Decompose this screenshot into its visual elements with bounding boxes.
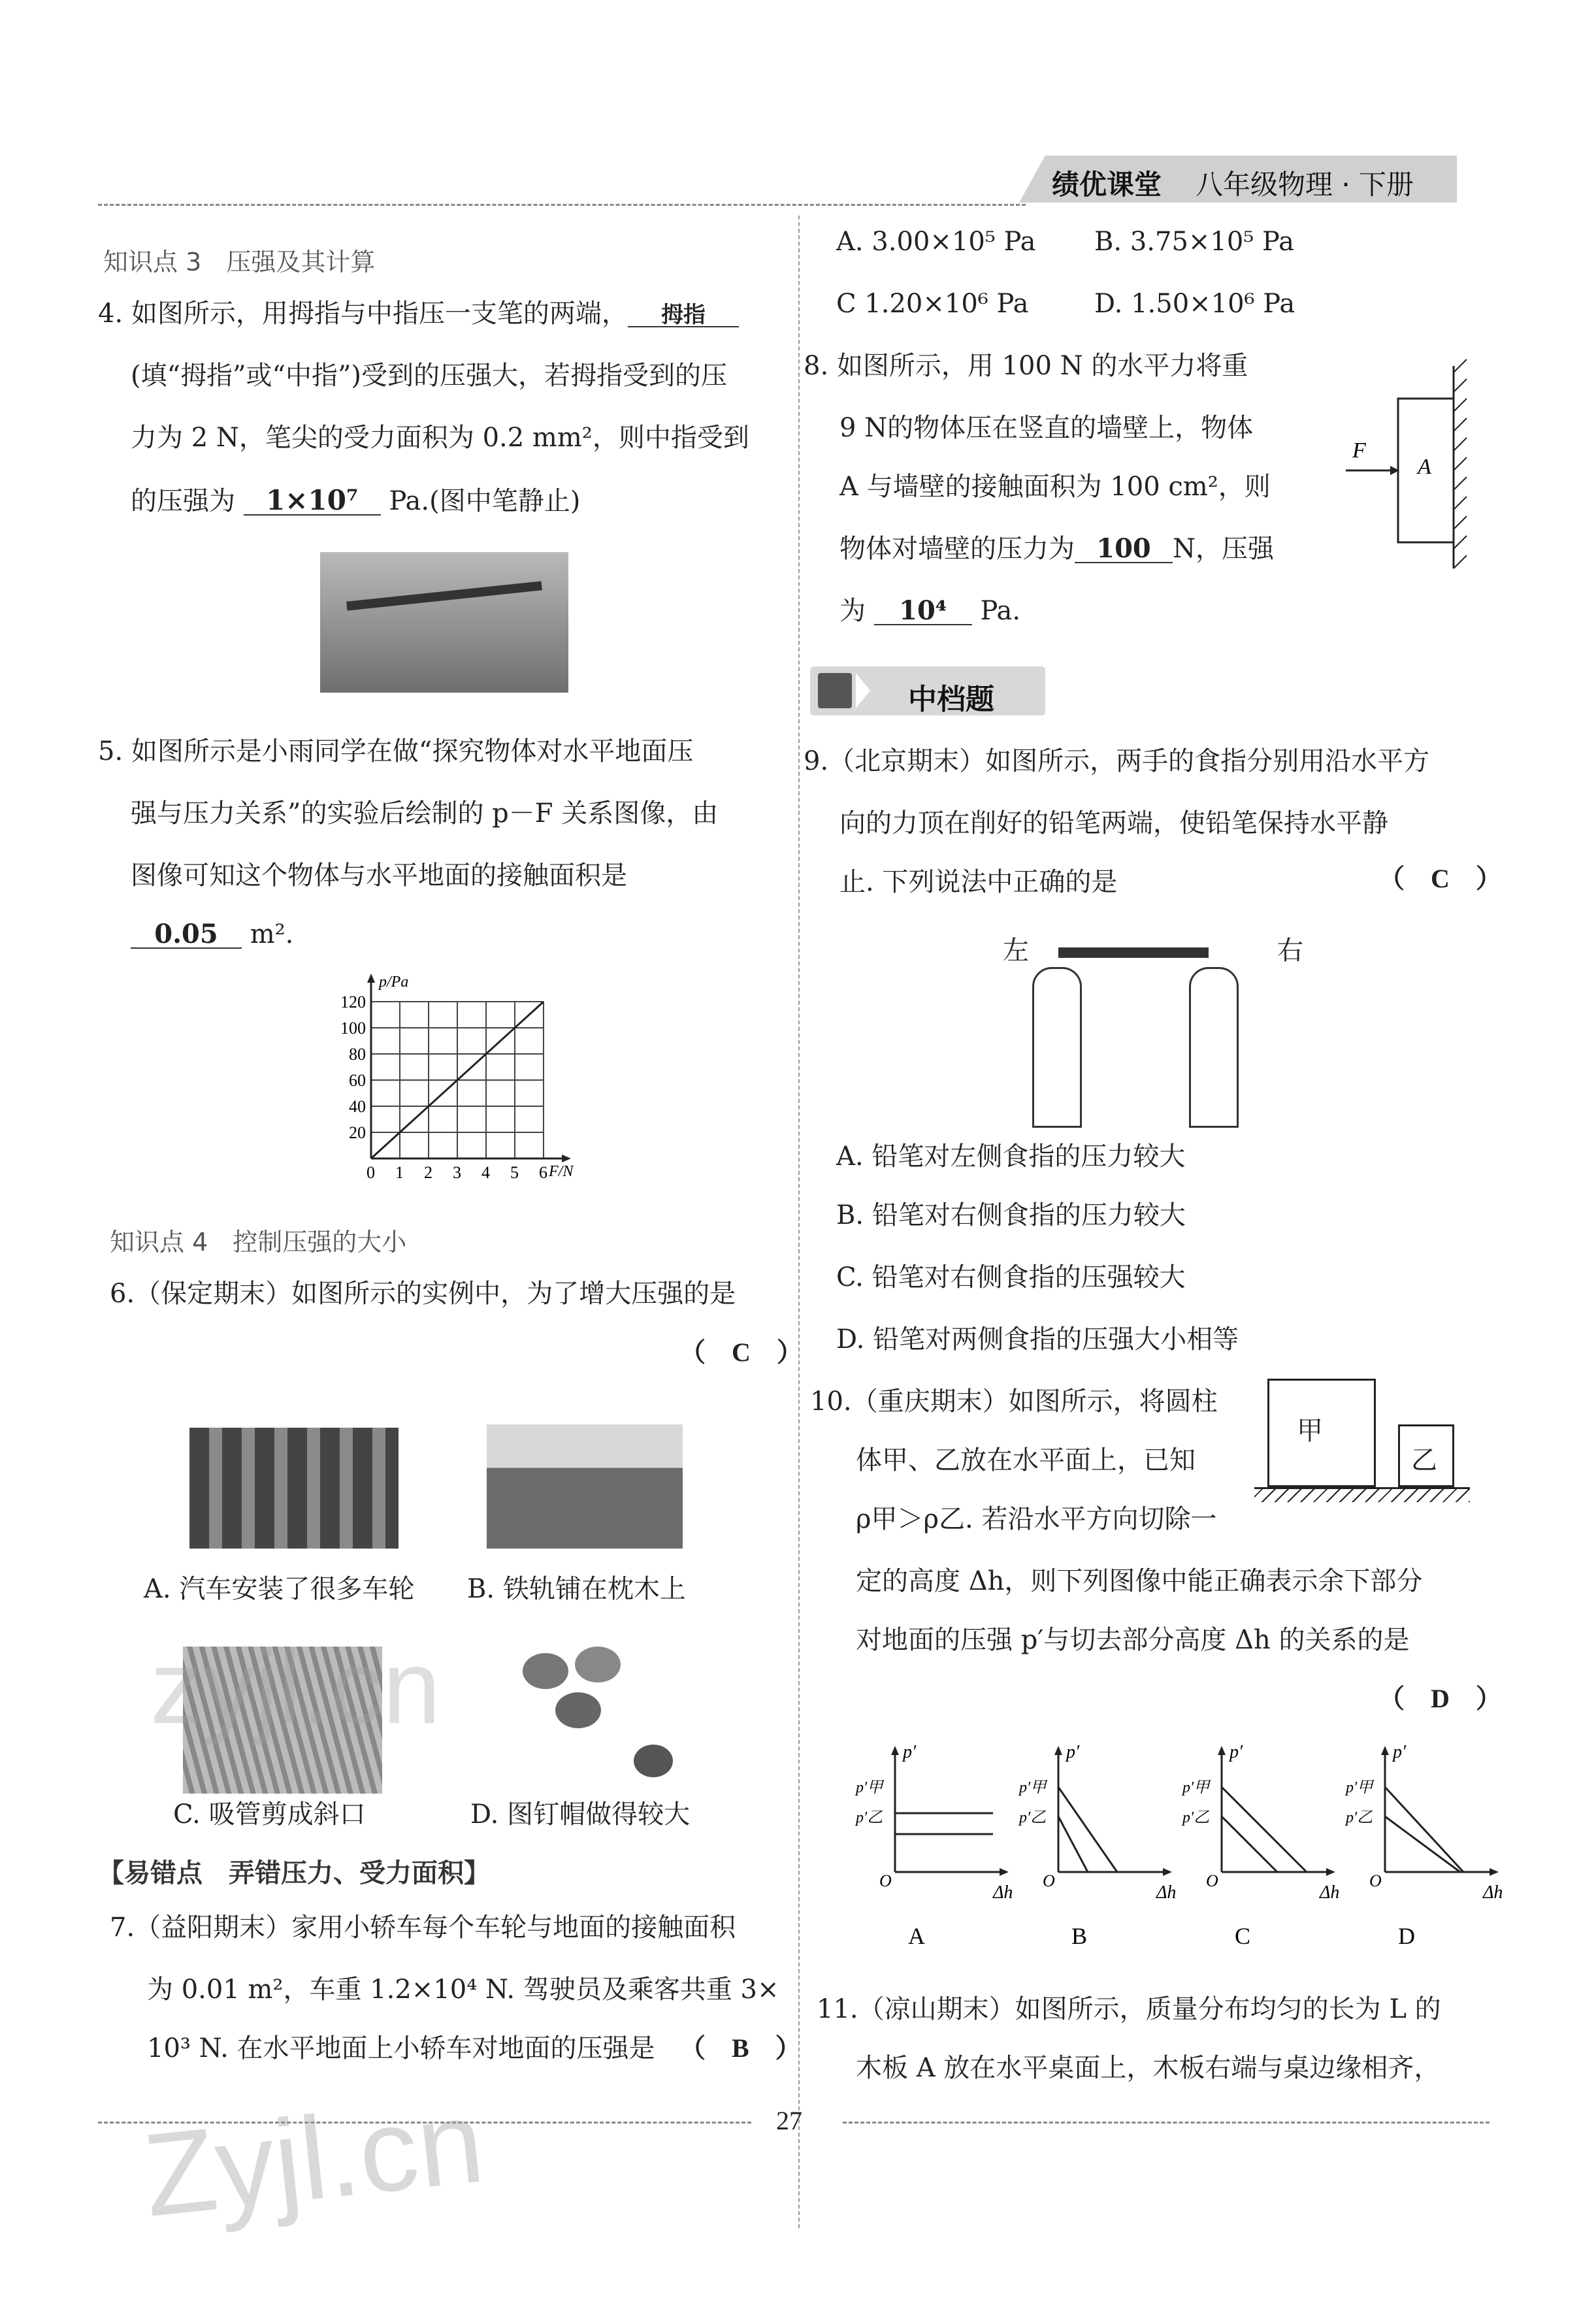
q10-graphs [849,1738,1503,1960]
section-icon [818,673,852,708]
q10-graph-label: A [908,1923,925,1949]
q5-pf-chart [327,974,588,1196]
q10-graph-line [1385,1787,1463,1872]
q10-graph-p2: p′乙 [1019,1809,1047,1826]
pf-ytick: 40 [349,1097,366,1116]
q10-graph-origin: O [879,1871,892,1890]
footer-dashline-right [843,2122,1490,2124]
q9-line3: 止. 下列说法中正确的是 [839,867,1118,897]
pf-xtick: 3 [453,1163,461,1182]
q5-line3: 图像可知这个物体与水平地面的接触面积是 [131,861,627,891]
pf-ytick: 80 [349,1045,366,1064]
q11-line2: 木板 A 放在水平桌面上，木板右端与桌边缘相齐， [856,2053,1441,2083]
q4-hand-photo [320,552,568,693]
section-icon-arrow [856,673,870,708]
q10-graph-x-arrow [1326,1868,1335,1876]
q8-label-f: F [1352,438,1366,463]
q5-answer: 0.05 [131,921,242,949]
q10-graph-ylabel: p′ [903,1742,917,1762]
q10-graph-line [1058,1787,1117,1872]
q6-answer: （ C ） [679,1338,803,1367]
q9-line1: 9.（北京期末）如图所示，两手的食指分别用沿水平方 [804,746,1430,776]
q10-graph-ylabel: p′ [1393,1742,1407,1762]
q9-option-b: B. 铅笔对右侧食指的压力较大 [836,1200,1186,1230]
q8-line5: 为 10⁴ Pa. [839,595,1021,626]
q10-graph-y-arrow [891,1746,899,1755]
q10-graph-xlabel: Δh [1483,1882,1503,1903]
pf-xlabel: F/N [549,1163,574,1180]
q10-graph-p1: p′甲 [1019,1779,1047,1796]
pf-ytick: 20 [349,1123,366,1142]
q10-graph-x-arrow [1163,1868,1172,1876]
watermark-bottom: Zyjl.cn [137,2075,490,2242]
q10-graph-p2: p′乙 [1346,1809,1373,1826]
header-series: 绩优课堂 [1052,169,1162,201]
q8-line2: 9 N的物体压在竖直的墙壁上，物体 [839,413,1254,443]
q10-graph-x-arrow [1490,1868,1499,1876]
q10-line5: 对地面的压强 p′与切去部分高度 Δh 的关系的是 [856,1625,1410,1655]
pf-xtick: 2 [424,1163,432,1182]
q10-graph-line [1222,1816,1277,1872]
q10-graph-origin: O [1369,1871,1382,1890]
pf-xtick: 0 [366,1163,375,1182]
pf-ylabel: p/Pa [379,974,409,991]
q10-graph-label: C [1235,1923,1251,1949]
q8-line4: 物体对墙壁的压力为 100 N，压强 [839,533,1274,564]
q10-line2: 体甲、乙放在水平面上，已知 [856,1445,1196,1475]
q10-label-yi: 乙 [1411,1445,1437,1475]
q9-label-left: 左 [1003,936,1029,966]
q9-pencil [1058,947,1209,958]
q4-line3: 力为 2 N，笔尖的受力面积为 0.2 mm²，则中指受到 [131,423,749,453]
q6-caption-a: A. 汽车安装了很多车轮 [144,1574,415,1604]
q7-answer: （ B ） [679,2033,802,2063]
pf-xtick: 5 [510,1163,519,1182]
q7-option-c: C 1.20×10⁶ Pa [836,289,1029,319]
q8-line1: 8. 如图所示，用 100 N 的水平力将重 [804,351,1248,381]
section-banner [810,666,1045,715]
q10-graph-y-arrow [1381,1746,1389,1755]
q9-option-d: D. 铅笔对两侧食指的压强大小相等 [836,1324,1239,1355]
q6-photo-wheels [189,1428,399,1549]
q8-line3: A 与墙壁的接触面积为 100 cm²，则 [839,472,1271,502]
pf-xtick: 1 [395,1163,404,1182]
q10-answer: （ D ） [1378,1684,1502,1713]
q4-line1: 4. 如图所示，用拇指与中指压一支笔的两端， 拇指 [98,301,739,327]
q4-line2: (填“拇指”或“中指”)受到的压强大，若拇指受到的压 [131,361,728,391]
q7-option-d: D. 1.50×10⁶ Pa [1094,289,1295,319]
q9-label-right: 右 [1277,936,1303,966]
q10-graphs-svg [849,1738,1503,1960]
q7-line3: 10³ N. 在水平地面上小轿车对地面的压强是 [147,2033,655,2063]
q9-pencil-figure [993,928,1280,1137]
q10-label-jia: 甲 [1297,1416,1323,1446]
q11-line1: 11.（凉山期末）如图所示，质量分布均匀的长为 L 的 [817,1994,1441,2024]
kp3-title: 知识点 3 压强及其计算 [103,248,376,276]
page-number: 27 [776,2106,802,2135]
q10-graph-y-arrow [1054,1746,1062,1755]
q10-graph-label: D [1398,1923,1415,1949]
q10-graph-ylabel: p′ [1230,1742,1243,1762]
q9-option-c: C. 铅笔对右侧食指的压强较大 [836,1262,1186,1292]
q10-graph-ylabel: p′ [1066,1742,1080,1762]
pf-y-arrow [367,974,375,983]
q5-line4: 0.05 m². [131,921,293,949]
q10-line3: ρ甲＞ρ乙. 若沿水平方向切除一 [856,1504,1217,1534]
watermark-mid: zyjl.cn [150,1628,441,1745]
q10-graph-line [1385,1816,1460,1872]
q10-graph-origin: O [1206,1871,1218,1890]
q8-answer1: 100 [1075,536,1173,563]
header-tab [1019,156,1045,203]
q7-option-a: A. 3.00×10⁵ Pa [836,227,1036,257]
pf-ytick: 60 [349,1071,366,1090]
q6-caption-c: C. 吸管剪成斜口 [173,1799,366,1830]
q6-caption-d: D. 图钉帽做得较大 [470,1799,691,1830]
q10-graph-xlabel: Δh [993,1882,1013,1903]
header-dashline [98,204,1026,206]
q9-line2: 向的力顶在削好的铅笔两端，使铅笔保持水平静 [839,808,1388,838]
pf-ytick: 100 [340,1019,366,1038]
section-title: 中档题 [908,683,994,716]
pf-xtick: 6 [539,1163,547,1182]
q5-line1: 5. 如图所示是小雨同学在做“探究物体对水平地面压 [98,736,694,766]
mistake-title: 【易错点 弄错压力、受力面积】 [98,1858,490,1888]
q10-graph-y-arrow [1218,1746,1226,1755]
q10-graph-xlabel: Δh [1156,1882,1177,1903]
q10-graph-x-arrow [1000,1868,1009,1876]
q6-line1: 6.（保定期末）如图所示的实例中，为了增大压强的是 [110,1279,736,1309]
q10-graph-origin: O [1043,1871,1055,1890]
header-book: 八年级物理 · 下册 [1196,169,1414,201]
pf-xtick: 4 [481,1163,490,1182]
q6-photo-pins [483,1647,692,1797]
q7-line1: 7.（益阳期末）家用小轿车每个车轮与地面的接触面积 [110,1913,736,1943]
q8-answer2: 10⁴ [874,598,972,625]
q10-graph-p1: p′甲 [1182,1779,1210,1796]
q7-line2: 为 0.01 m²，车重 1.2×10⁴ N. 驾驶员及乘客共重 3× [147,1975,779,2005]
q10-graph-xlabel: Δh [1320,1882,1340,1903]
q4-line4: 的压强为 1×10⁷ Pa.(图中笔静止) [131,484,581,516]
q5-line2: 强与压力关系”的实验后绘制的 p－F 关系图像，由 [131,798,719,829]
q8-wall-figure [1346,359,1476,575]
q10-cylinders-figure [1254,1379,1476,1509]
pf-x-arrow [562,1155,571,1162]
q4-answer2: 1×10⁷ [244,487,381,516]
q10-graph-p2: p′乙 [856,1809,883,1826]
q6-photo-rails [487,1424,683,1549]
q9-answer: （ C ） [1378,864,1502,893]
q8-label-a: A [1418,455,1431,479]
q10-graph-p2: p′乙 [1182,1809,1210,1826]
q6-caption-b: B. 铁轨铺在枕木上 [467,1574,686,1604]
q10-line1: 10.（重庆期末）如图所示，将圆柱 [810,1387,1218,1417]
q10-line4: 定的高度 Δh，则下列图像中能正确表示余下部分 [856,1566,1423,1596]
pf-ytick: 120 [340,993,366,1011]
q10-graph-label: B [1071,1923,1088,1949]
q10-graph-p1: p′甲 [856,1779,883,1796]
column-divider [798,216,800,2228]
kp4-title: 知识点 4 控制压强的大小 [110,1228,407,1256]
q9-option-a: A. 铅笔对左侧食指的压力较大 [836,1141,1186,1172]
q10-graph-p1: p′甲 [1346,1779,1373,1796]
q7-option-b: B. 3.75×10⁵ Pa [1094,227,1295,257]
q4-answer1: 拇指 [628,304,739,327]
